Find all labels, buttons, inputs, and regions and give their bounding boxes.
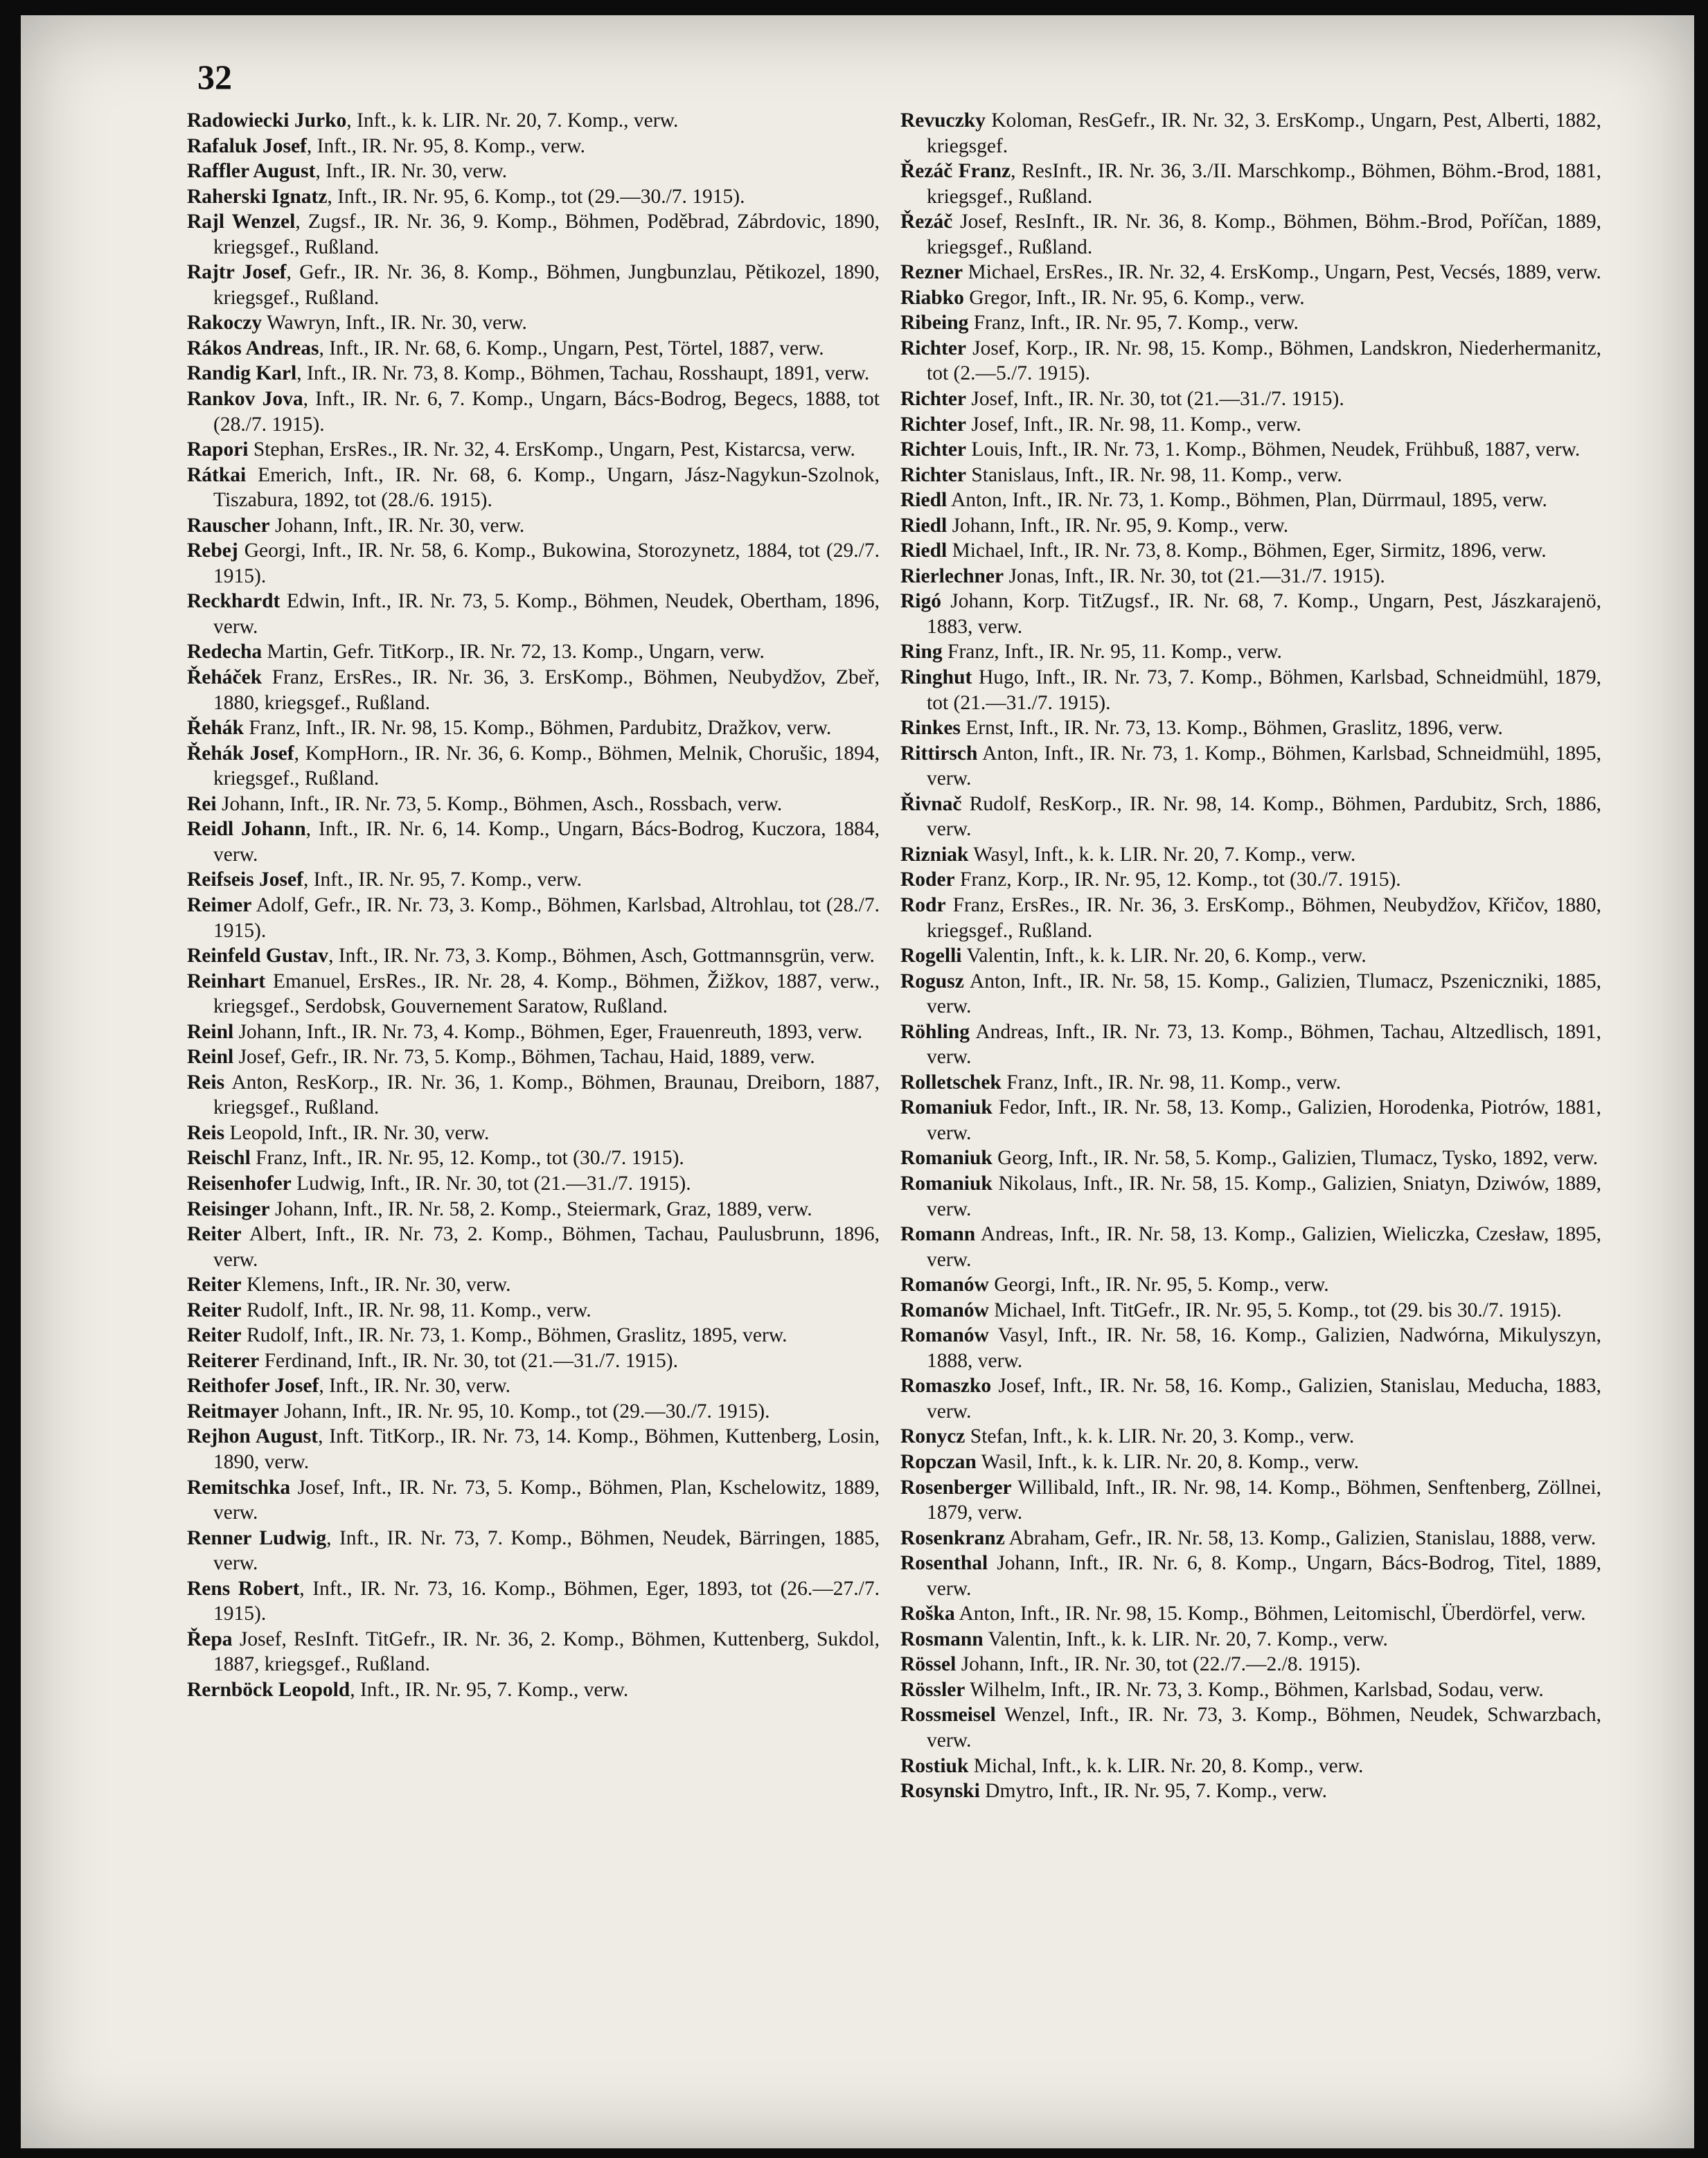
list-entry xyxy=(900,1754,1601,1779)
list-entry xyxy=(900,386,1601,412)
entry-details: Franz, Inft., IR. Nr. 98, 15. Komp., Böhmen, Pardubitz, Dražkov, verw. xyxy=(243,717,832,740)
entry-name: Rajl Wenzel xyxy=(187,211,296,233)
entry-name: Reckhardt xyxy=(187,590,281,613)
entry-name: Reisinger xyxy=(187,1197,270,1220)
list-entry xyxy=(187,1044,880,1070)
entry-details: Johann, Inft., IR. Nr. 30, tot (22./7.—2./8. 1915). xyxy=(956,1653,1361,1676)
entry-name: Riabko xyxy=(900,286,964,309)
page-number: 32 xyxy=(197,57,232,96)
entry-details: Klemens, Inft., IR. Nr. 30, verw. xyxy=(241,1274,511,1296)
list-entry xyxy=(900,1526,1601,1551)
entry-name: Radowiecki Jurko xyxy=(187,109,347,132)
entry-name: Riedl xyxy=(900,540,948,562)
list-entry xyxy=(900,1298,1601,1323)
list-entry xyxy=(900,1652,1601,1677)
entry-details: Franz, Inft., IR. Nr. 95, 12. Komp., tot (30./7. 1915). xyxy=(250,1147,684,1170)
entry-name: Rosenberger xyxy=(900,1476,1012,1499)
list-entry xyxy=(900,715,1601,741)
list-entry xyxy=(900,1095,1601,1145)
list-entry xyxy=(187,1145,880,1171)
entry-details: Wenzel, Inft., IR. Nr. 73, 3. Komp., Böhmen, Neudek, Schwarzbach, verw. xyxy=(927,1704,1601,1751)
entry-details: Josef, Inft., IR. Nr. 73, 5. Komp., Böhmen, Plan, Kschelowitz, 1889, verw. xyxy=(213,1476,880,1524)
entry-name: Reis xyxy=(187,1121,225,1144)
list-entry xyxy=(900,1145,1601,1171)
list-entry xyxy=(187,867,880,893)
entry-details: Leopold, Inft., IR. Nr. 30, verw. xyxy=(224,1121,490,1144)
list-entry xyxy=(187,1197,880,1222)
list-entry xyxy=(187,1070,880,1121)
entry-details: Josef, Korp., IR. Nr. 98, 15. Komp., Böhmen, Landskron, Niederhermanitz, tot (2.—5./7. 1915). xyxy=(927,337,1601,385)
entry-name: Rössel xyxy=(900,1653,957,1676)
list-entry xyxy=(187,463,880,513)
list-entry xyxy=(187,1121,880,1146)
list-entry xyxy=(900,792,1601,842)
list-entry xyxy=(187,1222,880,1272)
list-entry xyxy=(187,108,880,134)
entry-details: Vasyl, Inft., IR. Nr. 58, 16. Komp., Galizien, Nadwórna, Mikulyszyn, 1888, verw. xyxy=(927,1324,1601,1372)
entry-details: , Inft., IR. Nr. 73, 3. Komp., Böhmen, Asch, Gottmannsgrün, verw. xyxy=(328,945,875,967)
entry-details: Anton, Inft., IR. Nr. 58, 15. Komp., Galizien, Tlumacz, Pszeniczniki, 1885, verw. xyxy=(927,970,1601,1018)
entry-name: Rosmann xyxy=(900,1628,984,1650)
entry-name: Řehák xyxy=(187,717,244,740)
list-entry xyxy=(900,1778,1601,1804)
entry-name: Romaniuk xyxy=(900,1147,993,1170)
entry-name: Rebej xyxy=(187,540,238,562)
entry-details: Stanislaus, Inft., IR. Nr. 98, 11. Komp., verw. xyxy=(966,463,1342,486)
list-entry xyxy=(900,285,1601,311)
entry-name: Rinkes xyxy=(900,717,961,740)
entry-name: Řehák Josef xyxy=(187,742,294,765)
list-entry xyxy=(900,437,1601,463)
list-entry xyxy=(187,260,880,310)
entry-details: Rudolf, Inft., IR. Nr. 98, 11. Komp., verw. xyxy=(241,1299,591,1321)
list-entry xyxy=(187,1424,880,1474)
entry-details: Edwin, Inft., IR. Nr. 73, 5. Komp., Böhmen, Neudek, Obertham, 1896, verw. xyxy=(213,590,880,638)
list-entry xyxy=(900,1373,1601,1424)
list-entry xyxy=(900,639,1601,665)
entry-name: Romann xyxy=(900,1223,976,1246)
entry-details: Michal, Inft., k. k. LIR. Nr. 20, 8. Komp., verw. xyxy=(968,1754,1364,1777)
entry-name: Reiterer xyxy=(187,1349,260,1372)
entry-name: Reischl xyxy=(187,1147,251,1170)
right-column xyxy=(900,108,1601,1804)
entry-name: Rei xyxy=(187,792,217,815)
entry-name: Romanów xyxy=(900,1299,989,1321)
entry-details: Josef, Gefr., IR. Nr. 73, 5. Komp., Böhmen, Tachau, Haid, 1889, verw. xyxy=(233,1046,815,1069)
list-entry xyxy=(900,1424,1601,1450)
list-entry xyxy=(900,741,1601,792)
list-entry xyxy=(187,134,880,159)
list-entry xyxy=(187,893,880,943)
entry-details: Johann, Inft., IR. Nr. 73, 4. Komp., Böhmen, Eger, Frauenreuth, 1893, verw. xyxy=(233,1020,863,1043)
entry-name: Ringhut xyxy=(900,666,972,689)
list-entry xyxy=(900,1601,1601,1627)
entry-details: Franz, ErsRes., IR. Nr. 36, 3. ErsKomp., Böhmen, Neubydžov, Křičov, 1880, kriegsgef., Rußland. xyxy=(927,893,1601,942)
entry-details: , Inft., IR. Nr. 95, 7. Komp., verw. xyxy=(303,868,582,891)
entry-name: Rakoczy xyxy=(187,312,263,335)
entry-details: , Inft., IR. Nr. 30, verw. xyxy=(319,1375,510,1398)
list-entry xyxy=(900,867,1601,893)
list-entry xyxy=(900,1272,1601,1298)
entry-name: Rosynski xyxy=(900,1780,980,1803)
entry-details: Koloman, ResGefr., IR. Nr. 32, 3. ErsKomp., Ungarn, Pest, Alberti, 1882, kriegsgef. xyxy=(927,109,1601,157)
entry-details: , Zugsf., IR. Nr. 36, 9. Komp., Böhmen, Poděbrad, Zábrdovic, 1890, kriegsgef., Rußland. xyxy=(213,211,880,258)
entry-name: Röhling xyxy=(900,1020,970,1043)
entry-name: Roder xyxy=(900,868,955,891)
entry-name: Reiter xyxy=(187,1299,242,1321)
entry-name: Rákos Andreas xyxy=(187,337,319,359)
list-entry xyxy=(900,665,1601,715)
entry-details: Stefan, Inft., k. k. LIR. Nr. 20, 3. Komp., verw. xyxy=(965,1425,1355,1448)
entry-name: Rajtr Josef xyxy=(187,261,287,284)
entry-details: Adolf, Gefr., IR. Nr. 73, 3. Komp., Böhmen, Karlsbad, Altrohlau, tot (28./7. 1915). xyxy=(213,893,880,942)
entry-name: Rittirsch xyxy=(900,742,978,765)
entry-details: Valentin, Inft., k. k. LIR. Nr. 20, 6. Komp., verw. xyxy=(961,945,1367,967)
entry-name: Reiter xyxy=(187,1274,242,1296)
entry-name: Romanów xyxy=(900,1274,989,1296)
list-entry xyxy=(900,1475,1601,1526)
list-entry xyxy=(187,589,880,639)
entry-details: Josef, Inft., IR. Nr. 98, 11. Komp., verw. xyxy=(966,413,1301,436)
entry-name: Raherski Ignatz xyxy=(187,185,328,208)
entry-name: Rejhon August xyxy=(187,1425,319,1448)
entry-details: , Inft., IR. Nr. 73, 7. Komp., Böhmen, Neudek, Bärringen, 1885, verw. xyxy=(213,1526,880,1575)
entry-details: , Inft. TitKorp., IR. Nr. 73, 14. Komp., Böhmen, Kuttenberg, Losin, 1890, verw. xyxy=(213,1425,880,1473)
list-entry xyxy=(187,538,880,589)
list-entry xyxy=(900,1551,1601,1601)
entry-details: , Inft., IR. Nr. 6, 7. Komp., Ungarn, Bács-Bodrog, Begecs, 1888, tot (28./7. 1915). xyxy=(213,388,880,436)
list-entry xyxy=(900,108,1601,159)
entry-details: Emerich, Inft., IR. Nr. 68, 6. Komp., Ungarn, Jász-Nagykun-Szolnok, Tiszabura, 1892, tot (28./6. 1915). xyxy=(213,463,880,512)
list-entry xyxy=(187,1475,880,1526)
entry-details: Hugo, Inft., IR. Nr. 73, 7. Komp., Böhmen, Karlsbad, Schneidmühl, 1879, tot (21.—31./7. 1915). xyxy=(927,666,1601,714)
entry-name: Rolletschek xyxy=(900,1071,1002,1094)
entry-name: Richter xyxy=(900,337,967,359)
entry-name: Řivnač xyxy=(900,792,962,815)
entry-name: Reinfeld Gustav xyxy=(187,945,329,967)
entry-details: Johann, Inft., IR. Nr. 95, 9. Komp., verw. xyxy=(947,514,1289,537)
entry-name: Richter xyxy=(900,463,967,486)
entry-details: , Inft., IR. Nr. 73, 8. Komp., Böhmen, Tachau, Rosshaupt, 1891, verw. xyxy=(296,362,870,385)
list-entry xyxy=(900,336,1601,386)
list-entry xyxy=(187,209,880,260)
entry-details: Stephan, ErsRes., IR. Nr. 32, 4. ErsKomp., Ungarn, Pest, Kistarcsa, verw. xyxy=(248,438,855,461)
list-entry xyxy=(187,792,880,817)
entry-name: Rosenthal xyxy=(900,1552,988,1575)
entry-name: Rezner xyxy=(900,261,963,284)
list-entry xyxy=(187,665,880,715)
entry-name: Ribeing xyxy=(900,312,969,335)
entry-details: Andreas, Inft., IR. Nr. 73, 13. Komp., Böhmen, Tachau, Altzedlisch, 1891, verw. xyxy=(927,1020,1601,1069)
entry-name: Remitschka xyxy=(187,1476,291,1499)
entry-name: Romaniuk xyxy=(900,1172,993,1195)
entry-details: Ludwig, Inft., IR. Nr. 30, tot (21.—31./7. 1915). xyxy=(291,1172,691,1195)
entry-name: Rauscher xyxy=(187,514,270,537)
list-entry xyxy=(900,513,1601,539)
list-entry xyxy=(900,1677,1601,1703)
list-entry xyxy=(187,361,880,386)
entry-name: Riedl xyxy=(900,514,948,537)
entry-name: Řepa xyxy=(187,1628,233,1650)
entry-details: Georgi, Inft., IR. Nr. 95, 5. Komp., verw. xyxy=(988,1274,1329,1296)
entry-details: Rudolf, ResKorp., IR. Nr. 98, 14. Komp., Böhmen, Pardubitz, Srch, 1886, verw. xyxy=(927,792,1601,841)
entry-name: Reiter xyxy=(187,1223,242,1246)
entry-name: Randig Karl xyxy=(187,362,297,385)
entry-details: Andreas, Inft., IR. Nr. 58, 13. Komp., Galizien, Wieliczka, Czesław, 1895, verw. xyxy=(927,1223,1601,1271)
entry-details: Anton, Inft., IR. Nr. 73, 1. Komp., Böhmen, Karlsbad, Schneidmühl, 1895, verw. xyxy=(927,742,1601,790)
list-entry xyxy=(900,209,1601,260)
entry-name: Rogelli xyxy=(900,945,962,967)
left-column xyxy=(187,108,880,1702)
entry-details: Michael, ErsRes., IR. Nr. 32, 4. ErsKomp., Ungarn, Pest, Vecsés, 1889, verw. xyxy=(963,261,1601,284)
list-entry xyxy=(900,463,1601,488)
list-entry xyxy=(900,564,1601,589)
list-entry xyxy=(900,1702,1601,1753)
entry-details: Josef, Inft., IR. Nr. 58, 16. Komp., Galizien, Stanislau, Meducha, 1883, verw. xyxy=(927,1375,1601,1423)
list-entry xyxy=(187,1171,880,1197)
entry-details: Johann, Inft., IR. Nr. 73, 5. Komp., Böhmen, Asch., Rossbach, verw. xyxy=(216,792,783,815)
entry-name: Richter xyxy=(900,388,967,411)
entry-details: Albert, Inft., IR. Nr. 73, 2. Komp., Böhmen, Tachau, Paulusbrunn, 1896, verw. xyxy=(213,1223,880,1271)
entry-name: Revuczky xyxy=(900,109,986,132)
list-entry xyxy=(187,1576,880,1627)
entry-details: Johann, Inft., IR. Nr. 95, 10. Komp., tot (29.—30./7. 1915). xyxy=(278,1400,770,1423)
entry-name: Reinhart xyxy=(187,970,266,992)
entry-name: Řezáč xyxy=(900,211,953,233)
entry-name: Reisenhofer xyxy=(187,1172,292,1195)
entry-name: Rosenkranz xyxy=(900,1526,1005,1549)
entry-details: Martin, Gefr. TitKorp., IR. Nr. 72, 13. Komp., Ungarn, verw. xyxy=(262,641,765,663)
entry-name: Reitmayer xyxy=(187,1400,279,1423)
entry-name: Rernböck Leopold xyxy=(187,1678,350,1701)
entry-details: Anton, Inft., IR. Nr. 73, 1. Komp., Böhmen, Plan, Dürrmaul, 1895, verw. xyxy=(947,489,1547,512)
entry-details: Anton, ResKorp., IR. Nr. 36, 1. Komp., Böhmen, Braunau, Dreiborn, 1887, kriegsgef., Rußland. xyxy=(213,1071,880,1119)
entry-name: Rogusz xyxy=(900,970,964,992)
entry-name: Romaniuk xyxy=(900,1096,993,1119)
entry-details: Fedor, Inft., IR. Nr. 58, 13. Komp., Galizien, Horodenka, Piotrów, 1881, verw. xyxy=(927,1096,1601,1144)
list-entry xyxy=(900,1222,1601,1272)
list-entry xyxy=(900,1070,1601,1096)
entry-name: Reithofer Josef xyxy=(187,1375,319,1398)
entry-details: , Inft., IR. Nr. 95, 7. Komp., verw. xyxy=(350,1678,629,1701)
entry-name: Richter xyxy=(900,438,967,461)
list-entry xyxy=(187,1399,880,1425)
list-entry xyxy=(900,1627,1601,1652)
entry-name: Ring xyxy=(900,641,943,663)
entry-name: Rátkai xyxy=(187,463,247,486)
entry-details: Johann, Korp. TitZugsf., IR. Nr. 68, 7. Komp., Ungarn, Pest, Jászkarajenö, 1883, verw. xyxy=(927,590,1601,638)
list-entry xyxy=(187,943,880,969)
entry-details: Johann, Inft., IR. Nr. 30, verw. xyxy=(269,514,525,537)
entry-details: , Inft., IR. Nr. 95, 6. Komp., tot (29.—30./7. 1915). xyxy=(327,185,745,208)
entry-details: Wilhelm, Inft., IR. Nr. 73, 3. Komp., Böhmen, Karlsbad, Sodau, verw. xyxy=(965,1678,1544,1701)
entry-name: Řeháček xyxy=(187,666,263,689)
entry-details: Nikolaus, Inft., IR. Nr. 58, 15. Komp., Galizien, Sniatyn, Dziwów, 1889, verw. xyxy=(927,1172,1601,1220)
entry-name: Ronycz xyxy=(900,1425,966,1448)
entry-name: Renner Ludwig xyxy=(187,1526,327,1549)
entry-details: , Inft., IR. Nr. 68, 6. Komp., Ungarn, Pest, Törtel, 1887, verw. xyxy=(319,337,824,359)
list-entry xyxy=(187,1348,880,1374)
entry-details: Ernst, Inft., IR. Nr. 73, 13. Komp., Böhmen, Graslitz, 1896, verw. xyxy=(960,717,1503,740)
entry-details: Abraham, Gefr., IR. Nr. 58, 13. Komp., Galizien, Stanislau, 1888, verw. xyxy=(1004,1526,1596,1549)
entry-name: Rigó xyxy=(900,590,941,613)
entry-name: Riedl xyxy=(900,489,948,512)
entry-name: Reiter xyxy=(187,1324,242,1347)
entry-name: Raffler August xyxy=(187,160,316,183)
entry-details: Wasil, Inft., k. k. LIR. Nr. 20, 8. Komp., verw. xyxy=(976,1450,1360,1473)
entry-details: , Inft., IR. Nr. 95, 8. Komp., verw. xyxy=(306,134,585,157)
entry-details: , Inft., IR. Nr. 30, verw. xyxy=(315,160,508,183)
entry-details: Rudolf, Inft., IR. Nr. 73, 1. Komp., Böhmen, Graslitz, 1895, verw. xyxy=(241,1324,788,1347)
list-entry xyxy=(187,513,880,539)
entry-details: Valentin, Inft., k. k. LIR. Nr. 20, 7. Komp., verw. xyxy=(983,1628,1388,1650)
entry-name: Ropczan xyxy=(900,1450,977,1473)
entry-name: Rossmeisel xyxy=(900,1704,996,1727)
document-page xyxy=(21,15,1694,2148)
list-entry xyxy=(900,159,1601,209)
list-entry xyxy=(187,184,880,210)
list-entry xyxy=(187,1627,880,1677)
list-entry xyxy=(900,1323,1601,1373)
list-entry xyxy=(900,1450,1601,1475)
entry-name: Reinl xyxy=(187,1020,234,1043)
entry-details: Dmytro, Inft., IR. Nr. 95, 7. Komp., verw. xyxy=(979,1780,1327,1803)
entry-details: Josef, ResInft., IR. Nr. 36, 8. Komp., Böhmen, Böhm.-Brod, Poříčan, 1889, kriegsgef., Rußland. xyxy=(927,211,1601,258)
list-entry xyxy=(900,589,1601,639)
entry-details: Anton, Inft., IR. Nr. 98, 15. Komp., Böhmen, Leitomischl, Überdörfel, verw. xyxy=(954,1603,1586,1625)
entry-details: Franz, ErsRes., IR. Nr. 36, 3. ErsKomp., Böhmen, Neubydžov, Zbeř, 1880, kriegsgef., Rußland. xyxy=(213,666,880,714)
entry-name: Reinl xyxy=(187,1046,234,1069)
entry-details: , Gefr., IR. Nr. 36, 8. Komp., Böhmen, Jungbunzlau, Pětikozel, 1890, kriegsgef., Rußland. xyxy=(213,261,880,309)
entry-name: Rostiuk xyxy=(900,1754,969,1777)
list-entry xyxy=(900,943,1601,969)
entry-details: Ferdinand, Inft., IR. Nr. 30, tot (21.—31./7. 1915). xyxy=(259,1349,678,1372)
entry-details: , Inft., k. k. LIR. Nr. 20, 7. Komp., verw. xyxy=(346,109,679,132)
entry-name: Řezáč Franz xyxy=(900,160,1011,183)
entry-details: Franz, Inft., IR. Nr. 98, 11. Komp., verw. xyxy=(1001,1071,1342,1094)
entry-name: Rizniak xyxy=(900,843,969,866)
list-entry xyxy=(187,1677,880,1703)
list-entry xyxy=(187,741,880,792)
list-entry xyxy=(187,437,880,463)
list-entry xyxy=(187,639,880,665)
entry-details: , Inft., IR. Nr. 73, 16. Komp., Böhmen, Eger, 1893, tot (26.—27./7. 1915). xyxy=(213,1577,880,1625)
entry-name: Roška xyxy=(900,1603,955,1625)
list-entry xyxy=(187,1272,880,1298)
entry-details: Franz, Inft., IR. Nr. 95, 7. Komp., verw. xyxy=(968,312,1299,335)
entry-details: Franz, Inft., IR. Nr. 95, 11. Komp., verw. xyxy=(942,641,1282,663)
entry-details: Josef, ResInft. TitGefr., IR. Nr. 36, 2. Komp., Böhmen, Kuttenberg, Sukdol, 1887, kriegsgef., Rußland. xyxy=(213,1628,880,1676)
list-entry xyxy=(187,386,880,437)
list-entry xyxy=(187,1373,880,1399)
list-entry xyxy=(187,969,880,1019)
entry-details: , KompHorn., IR. Nr. 36, 6. Komp., Böhmen, Melnik, Chorušic, 1894, kriegsgef., Rußland. xyxy=(213,742,880,790)
list-entry xyxy=(900,538,1601,564)
list-entry xyxy=(900,842,1601,868)
entry-details: Johann, Inft., IR. Nr. 6, 8. Komp., Ungarn, Bács-Bodrog, Titel, 1889, verw. xyxy=(927,1552,1601,1600)
entry-name: Rierlechner xyxy=(900,564,1004,587)
entry-details: Louis, Inft., IR. Nr. 73, 1. Komp., Böhmen, Neudek, Frühbuß, 1887, verw. xyxy=(966,438,1581,461)
entry-details: Georgi, Inft., IR. Nr. 58, 6. Komp., Bukowina, Storozynetz, 1884, tot (29./7. 1915). xyxy=(213,540,880,587)
entry-name: Reifseis Josef xyxy=(187,868,303,891)
entry-details: Franz, Korp., IR. Nr. 95, 12. Komp., tot (30./7. 1915). xyxy=(954,868,1401,891)
entry-details: Josef, Inft., IR. Nr. 30, tot (21.—31./7. 1915). xyxy=(966,388,1344,411)
entry-details: Emanuel, ErsRes., IR. Nr. 28, 4. Komp., Böhmen, Žižkov, 1887, verw., kriegsgef., Serdobsk, Gouvernement Saratow, Rußland. xyxy=(213,970,880,1018)
entry-name: Rens Robert xyxy=(187,1577,300,1600)
entry-name: Rankov Jova xyxy=(187,388,303,411)
list-entry xyxy=(900,488,1601,513)
list-entry xyxy=(900,260,1601,285)
list-entry xyxy=(900,412,1601,438)
entry-details: Georg, Inft., IR. Nr. 58, 5. Komp., Galizien, Tlumacz, Tysko, 1892, verw. xyxy=(992,1147,1599,1170)
list-entry xyxy=(187,817,880,867)
entry-name: Rodr xyxy=(900,893,946,916)
entry-name: Reidl Johann xyxy=(187,818,306,841)
entry-name: Richter xyxy=(900,413,967,436)
list-entry xyxy=(187,336,880,362)
entry-name: Redecha xyxy=(187,641,263,663)
entry-name: Reimer xyxy=(187,893,252,916)
entry-details: Johann, Inft., IR. Nr. 58, 2. Komp., Steiermark, Graz, 1889, verw. xyxy=(269,1197,812,1220)
entry-name: Rapori xyxy=(187,438,249,461)
list-entry xyxy=(187,159,880,184)
entry-name: Romaszko xyxy=(900,1375,992,1398)
list-entry xyxy=(900,969,1601,1019)
list-entry xyxy=(900,1019,1601,1070)
list-entry xyxy=(187,1323,880,1348)
entry-details: Jonas, Inft., IR. Nr. 30, tot (21.—31./7. 1915). xyxy=(1004,564,1385,587)
entry-details: Michael, Inft., IR. Nr. 73, 8. Komp., Böhmen, Eger, Sirmitz, 1896, verw. xyxy=(947,540,1547,562)
entry-details: Wasyl, Inft., k. k. LIR. Nr. 20, 7. Komp., verw. xyxy=(968,843,1356,866)
entry-details: , ResInft., IR. Nr. 36, 3./II. Marschkomp., Böhmen, Böhm.-Brod, 1881, kriegsgef., Rußland. xyxy=(927,160,1601,208)
entry-name: Romanów xyxy=(900,1324,989,1347)
entry-name: Reis xyxy=(187,1071,225,1094)
list-entry xyxy=(187,1526,880,1576)
entry-details: Michael, Inft. TitGefr., IR. Nr. 95, 5. Komp., tot (29. bis 30./7. 1915). xyxy=(988,1299,1562,1321)
entry-name: Rafaluk Josef xyxy=(187,134,307,157)
list-entry xyxy=(900,893,1601,943)
entry-name: Rössler xyxy=(900,1678,966,1701)
entry-details: Gregor, Inft., IR. Nr. 95, 6. Komp., verw. xyxy=(963,286,1305,309)
list-entry xyxy=(900,310,1601,336)
list-entry xyxy=(900,1171,1601,1222)
list-entry xyxy=(187,1298,880,1323)
entry-details: Willibald, Inft., IR. Nr. 98, 14. Komp., Böhmen, Senftenberg, Zöllnei, 1879, verw. xyxy=(927,1476,1601,1524)
list-entry xyxy=(187,310,880,336)
list-entry xyxy=(187,1019,880,1045)
entry-details: , Inft., IR. Nr. 6, 14. Komp., Ungarn, Bács-Bodrog, Kuczora, 1884, verw. xyxy=(213,818,880,866)
list-entry xyxy=(187,715,880,741)
entry-details: Wawryn, Inft., IR. Nr. 30, verw. xyxy=(262,312,527,335)
